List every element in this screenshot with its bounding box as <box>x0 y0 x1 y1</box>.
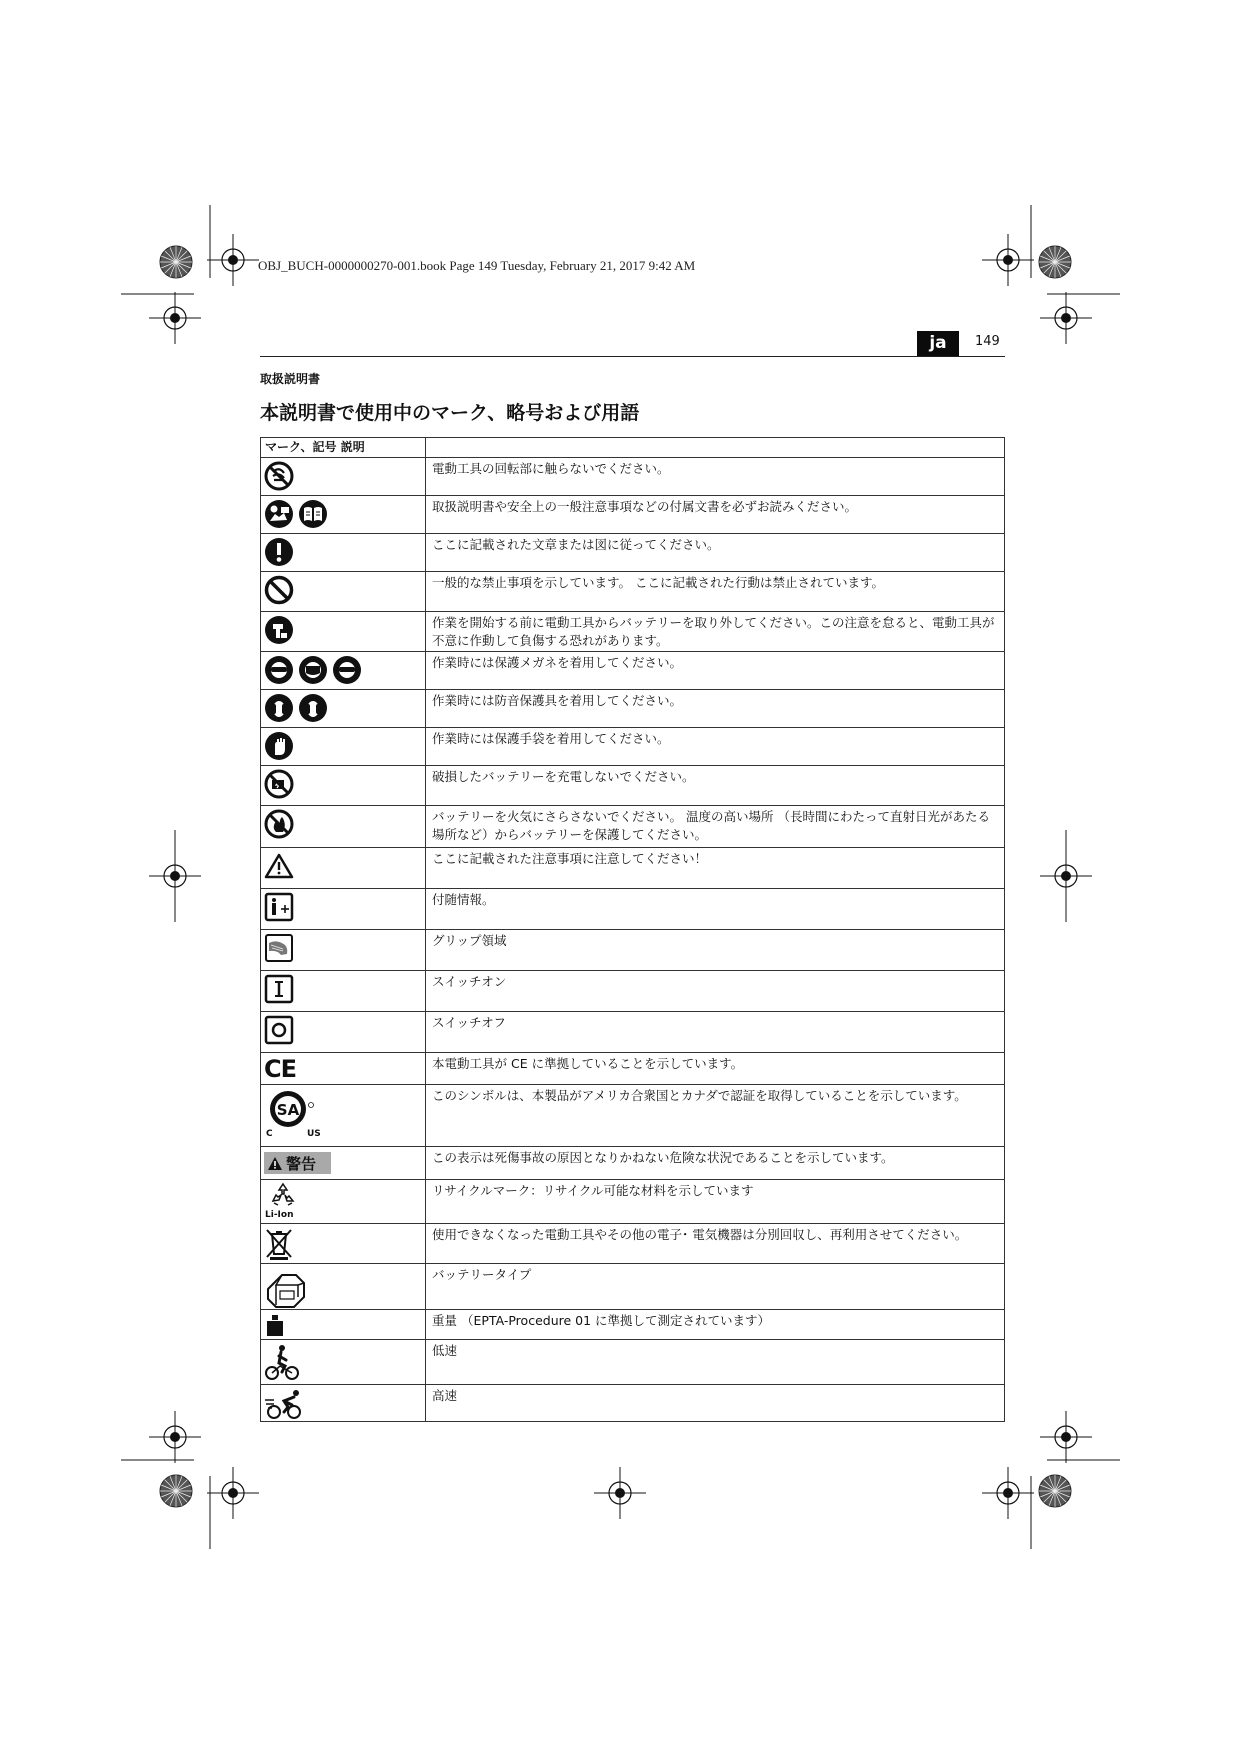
wear-face-shield-icon <box>298 655 328 685</box>
table-row-description: 付随情報。 <box>426 889 1005 930</box>
table-row <box>261 1180 1005 1224</box>
table-row <box>261 1085 1005 1147</box>
table-row <box>261 1147 1005 1180</box>
page-number: 149 <box>975 334 1000 349</box>
table-row <box>261 534 1005 572</box>
table-row-description: リサイクルマーク：リサイクル可能な材料を示しています <box>426 1180 1005 1224</box>
table-row-description: 低速 <box>426 1340 1005 1385</box>
starburst-top-right <box>1039 246 1071 278</box>
table-row-description: 高速 <box>426 1385 1005 1422</box>
table-header-description <box>426 438 1005 458</box>
table-row-description: 作業時には保護手袋を着用してください。 <box>426 728 1005 766</box>
table-row-description: 作業を開始する前に電動工具からバッテリーを取り外してください。この注意を怠ると、電動工具が不意に作動して負傷する恐れがあります。 <box>426 612 1005 652</box>
read-manual-icon <box>264 499 294 529</box>
table-row <box>261 1012 1005 1053</box>
table-row-description: スイッチオフ <box>426 1012 1005 1053</box>
table-row <box>261 1224 1005 1264</box>
wear-goggles-icon <box>264 655 294 685</box>
wear-gloves-icon <box>264 731 294 761</box>
wear-ear-protection-icon <box>264 693 294 723</box>
table-row <box>261 612 1005 652</box>
recycling-li-ion-icon <box>265 1180 305 1222</box>
table-row-description: 作業時には防音保護具を着用してください。 <box>426 690 1005 728</box>
no-charging-damaged-battery-icon <box>264 769 294 799</box>
manual-book-icon <box>298 499 328 529</box>
table-row-description: 使用できなくなった電動工具やその他の電子･ 電気機器は分別回収し、再利用させてください。 <box>426 1224 1005 1264</box>
no-fire-battery-icon <box>264 809 294 839</box>
switch-on-icon <box>264 974 294 1004</box>
prohibition-icon <box>264 575 294 605</box>
info-plus-icon <box>264 892 294 922</box>
switch-off-icon <box>264 1015 294 1045</box>
table-row <box>261 458 1005 496</box>
table-row <box>261 889 1005 930</box>
table-row <box>261 1340 1005 1385</box>
table-row-description: スイッチオン <box>426 971 1005 1012</box>
table-row <box>261 496 1005 534</box>
table-row-description: 重量 （EPTA-Procedure 01 に準拠して測定されています） <box>426 1310 1005 1340</box>
table-row <box>261 930 1005 971</box>
table-row-description: この表示は死傷事故の原因となりかねない危険な状況であることを示しています。 <box>426 1147 1005 1180</box>
table-row-description: 電動工具の回転部に触らないでください。 <box>426 458 1005 496</box>
mandatory-action-icon <box>264 537 294 567</box>
table-row-description: バッテリーを火気にさらさないでください。 温度の高い場所 （長時間にわたって直射日光があたる場所など）からバッテリーを保護してください。 <box>426 806 1005 848</box>
grip-area-icon <box>264 933 294 963</box>
table-row-description: グリップ領域 <box>426 930 1005 971</box>
weee-crossed-bin-icon <box>264 1227 294 1261</box>
table-row-description: 取扱説明書や安全上の一般注意事項などの付属文書を必ずお読みください。 <box>426 496 1005 534</box>
starburst-bottom-left <box>160 1475 192 1507</box>
table-row-description: ここに記載された注意事項に注意してください！ <box>426 848 1005 889</box>
battery-pack-icon <box>264 1267 308 1309</box>
warning-label-text: 警告 <box>286 1154 317 1173</box>
weight-icon <box>264 1313 286 1337</box>
starburst-bottom-right <box>1039 1475 1071 1507</box>
header-rule <box>260 356 1005 357</box>
table-row-description: 破損したバッテリーを充電しないでください。 <box>426 766 1005 806</box>
table-row-description: 作業時には保護メガネを着用してください。 <box>426 652 1005 690</box>
table-row-description: 本電動工具が CE に準拠していることを示しています。 <box>426 1053 1005 1085</box>
table-row-description: 一般的な禁止事項を示しています。 ここに記載された行動は禁止されています。 <box>426 572 1005 612</box>
ce-mark-icon: CE <box>264 1055 297 1083</box>
high-speed-bicycle-icon <box>264 1388 304 1420</box>
table-row <box>261 848 1005 889</box>
section-label: 取扱説明書 <box>260 372 321 386</box>
table-row <box>261 806 1005 848</box>
table-row <box>261 1310 1005 1340</box>
table-row <box>261 1385 1005 1422</box>
table-row <box>261 971 1005 1012</box>
table-row <box>261 1053 1005 1085</box>
table-row <box>261 728 1005 766</box>
table-header-marks: マーク、記号 説明 <box>261 438 426 458</box>
no-touch-rotating-parts-icon <box>264 461 294 491</box>
symbols-table <box>260 437 1005 1422</box>
language-badge: ja <box>917 331 959 356</box>
remove-battery-icon <box>264 615 294 645</box>
table-row <box>261 690 1005 728</box>
table-row <box>261 652 1005 690</box>
table-row <box>261 766 1005 806</box>
wear-goggles-icon <box>332 655 362 685</box>
table-row-description: ここに記載された文章または図に従ってください。 <box>426 534 1005 572</box>
table-row-description: バッテリータイプ <box>426 1264 1005 1310</box>
warning-triangle-icon <box>264 851 294 881</box>
table-row <box>261 572 1005 612</box>
table-row-description: このシンボルは、本製品がアメリカ合衆国とカナダで認証を取得していることを示しています。 <box>426 1085 1005 1147</box>
csa-letters: SA <box>276 1101 300 1119</box>
wear-ear-protection-icon <box>298 693 328 723</box>
table-row <box>261 1264 1005 1310</box>
low-speed-bicycle-icon <box>264 1343 300 1381</box>
page-title: 本説明書で使用中のマーク、略号および用語 <box>260 402 640 424</box>
table-header-row <box>261 438 1005 458</box>
starburst-top-left <box>160 246 192 278</box>
li-ion-label: Li-Ion <box>265 1210 294 1220</box>
csa-mark-icon <box>261 1085 325 1143</box>
csa-c-label: C <box>266 1129 273 1139</box>
csa-us-label: US <box>307 1129 321 1139</box>
print-header: OBJ_BUCH-0000000270-001.book Page 149 Tuesday, February 21, 2017 9:42 AM <box>258 258 696 273</box>
warning-label-icon <box>264 1152 331 1174</box>
